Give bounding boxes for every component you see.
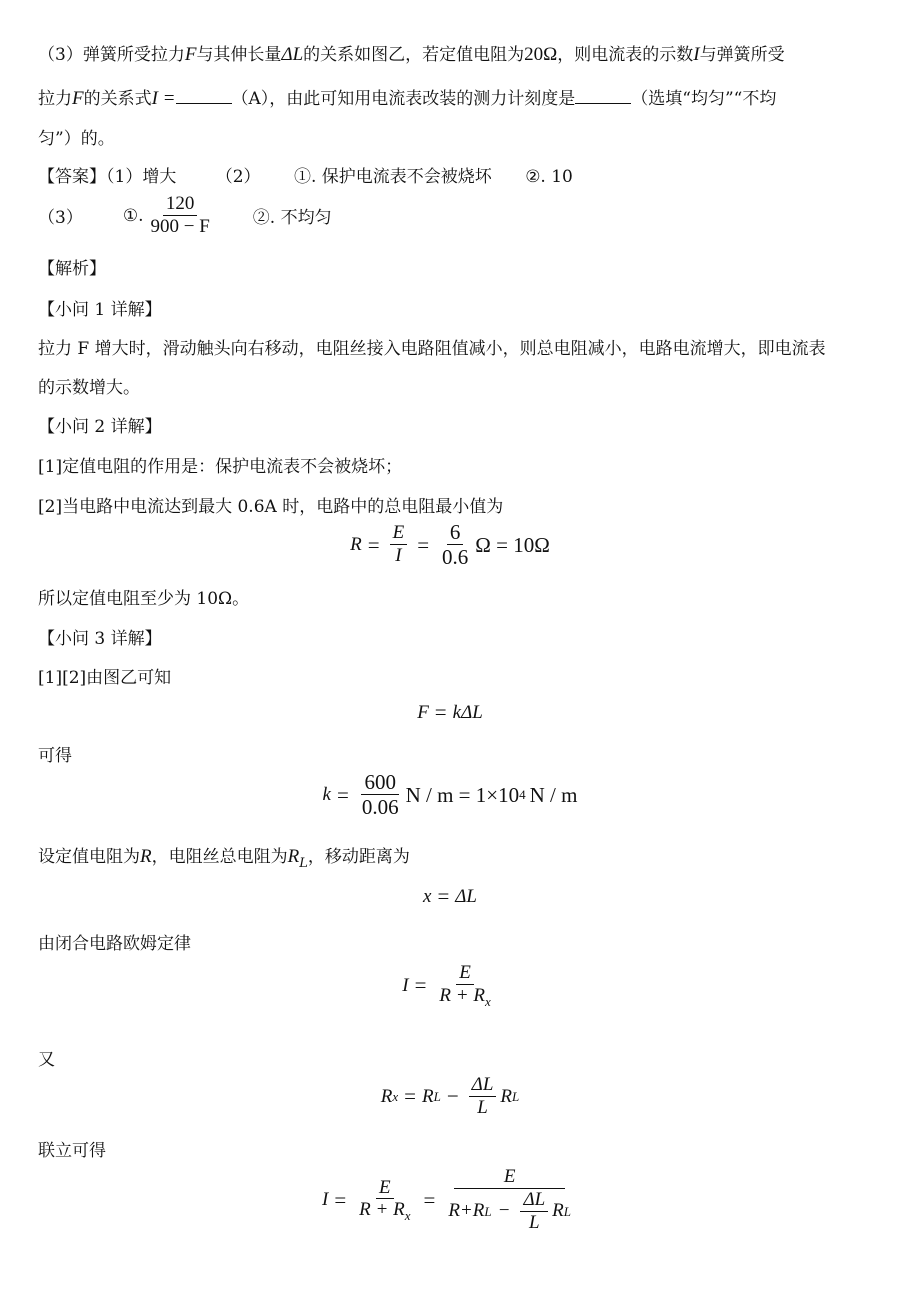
eq-sign: = [417,532,430,557]
numerator: E [390,522,408,545]
subscript: x [404,1208,411,1224]
answer-fraction [147,193,212,239]
eq-RL: R [500,1085,512,1107]
question-3-line-1 [38,40,785,66]
eq-sign: = [334,1187,347,1212]
numerator: E [456,962,474,985]
eq-RL: R [421,1085,434,1107]
fraction-denominator: 900 − F [150,215,210,237]
subscript: L [433,1088,441,1104]
q3-text: （3）弹簧所受拉力 [38,45,185,65]
eq-k: k [322,784,331,806]
eq-I: I [321,1189,329,1211]
q3-text: 拉力 [38,89,72,109]
answer-part-2: （2） [215,167,261,187]
fraction-numerator: 120 [163,193,198,216]
answer-3-2: ②. 不均匀 [252,208,332,229]
section-3-line-4: 由闭合电路欧姆定律 [38,934,191,954]
q3-text: 的关系式 [83,89,152,109]
exponent: 4 [519,787,526,803]
answer-2-1: ①. 保护电流表不会被烧坏 [293,167,492,187]
section-3-line-2: 可得 [38,746,72,766]
section-3-title: 【小问 3 详解】 [38,629,162,649]
var-deltaL: ΔL [281,44,304,65]
section-2-line-2: [2]当电路中电流达到最大 0.6A 时，电路中的总电阻最小值为 [38,497,504,517]
subscript: L [563,1203,571,1219]
section-2-line-3: 所以定值电阻至少为 10Ω。 [38,589,250,609]
q3-text: ，则电流表的示数 [557,45,694,65]
den-text: R + R [439,984,485,1006]
text: 设定值电阻为 [38,847,140,867]
answer-part-3: （3） [38,208,83,229]
numerator: 6 [447,520,464,545]
numerator: ΔL [469,1074,497,1097]
var-I: I [693,44,700,65]
eq-unit: N / m [529,782,578,807]
var-F: F [72,88,84,109]
text: ，电阻丝总电阻为 [151,847,288,867]
fraction-dL-over-L [520,1189,548,1235]
minus-sign: − [446,1084,459,1109]
fraction-E-over-R-Rx [356,1177,413,1224]
section-3-line-1: [1][2]由图乙可知 [38,668,172,688]
fraction-E-over-I [390,522,408,568]
numerator: 600 [361,770,399,795]
minus-sign: − [497,1200,511,1222]
fraction-dL-over-L [469,1074,497,1120]
answer-blank-1[interactable] [176,87,232,104]
subscript: L [484,1203,492,1219]
subscript: x [484,993,491,1009]
numerator: ΔL [520,1189,548,1212]
denominator [436,985,493,1010]
eq-Rx: R [380,1085,393,1107]
analysis-label: 【解析】 [38,259,106,279]
denominator [356,1199,413,1224]
eq-x: x [423,885,432,907]
equation-ohm-law [0,962,900,1009]
eq-R: R [350,534,362,556]
denominator: L [529,1211,540,1233]
equation-F-kdL [0,700,900,725]
fraction-final [445,1166,574,1234]
den-text: R+R [448,1200,485,1222]
subscript: L [299,856,308,871]
answer-3-1-label: ①. [122,205,144,226]
eq-kdL: kΔL [452,701,483,723]
q3-text: （A），由此可知用电流表改装的测力计刻度是 [231,89,576,109]
answer-blank-2[interactable] [575,87,631,104]
subscript: L [512,1088,520,1104]
q3-text: 的关系如图乙，若定值电阻为 [303,45,525,65]
eq-sign: = [434,700,447,724]
equation-R-min [0,520,900,570]
section-3-line-3 [38,842,410,871]
denominator: 0.6 [442,545,469,570]
section-2-line-1: [1]定值电阻的作用是：保护电流表不会被烧坏； [38,457,403,477]
text: ，移动距离为 [307,847,410,867]
eq-dL: ΔL [455,885,477,907]
fraction-E-over-R-Rx [436,962,493,1009]
eq-result: Ω = 10Ω [475,532,550,557]
eq-sign: = [423,1187,436,1212]
numerator: E [376,1177,394,1200]
var-I-eq: I = [151,88,176,109]
section-1-title: 【小问 1 详解】 [38,300,162,320]
denominator: 0.06 [361,795,399,820]
denominator: I [395,545,402,567]
q3-text: 与其伸长量 [196,45,282,65]
resistance-value: 20Ω [524,44,558,65]
answer-line-2 [38,193,332,239]
section-1-text-2: 的示数增大。 [38,378,140,398]
section-3-line-5: 又 [38,1050,55,1070]
equation-k [0,770,900,820]
var-R: R [140,846,152,867]
q3-text: 与弹簧所受 [699,45,785,65]
answer-label: 【答案】（1）增大 [38,167,177,187]
den-text: R + R [359,1199,405,1221]
eq-unit: N / m = 1×10 [405,782,520,807]
section-1-text-1: 拉力 F 增大时，滑动触头向右移动，电阻丝接入电路阻值减小，则总电阻减小，电路电流增大，即电流表 [38,339,826,359]
answer-2-2: ②. 10 [525,167,573,187]
eq-sign: = [437,884,450,908]
q3-text: （选填“均匀”“不均 [631,89,777,109]
subscript: x [392,1088,399,1104]
eq-sign: = [367,532,380,557]
denominator: L [477,1096,488,1118]
equation-Rx [0,1074,900,1120]
var-RL: R [287,846,300,867]
eq-I: I [402,974,409,996]
equation-x [0,884,900,909]
eq-sign: = [336,782,349,807]
question-3-line-3: 匀”）的。 [38,129,115,149]
var-F: F [184,44,197,65]
equation-final [0,1166,900,1234]
numerator: E [454,1166,566,1189]
section-2-title: 【小问 2 详解】 [38,417,162,437]
eq-RL: R [552,1200,564,1222]
eq-sign: = [404,1084,416,1109]
eq-sign: = [414,973,427,998]
denominator [445,1189,574,1235]
fraction-6-over-06 [439,520,471,570]
section-3-line-6: 联立可得 [38,1141,106,1161]
fraction-600-over-006 [359,770,402,820]
eq-F: F [417,701,429,723]
answer-line-1 [38,162,573,187]
question-3-line-2 [38,84,776,110]
